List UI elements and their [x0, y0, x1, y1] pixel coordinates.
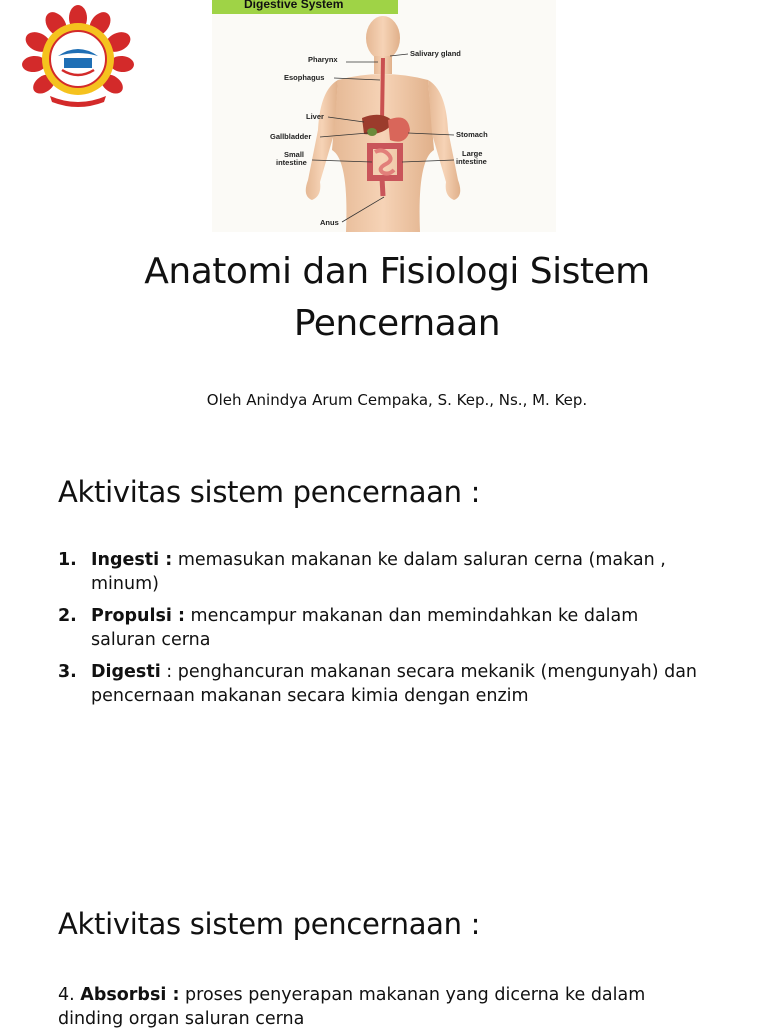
item-description: : penghancuran makanan secara mekanik (mengunyah) dan pencernaan makanan secara kimia dengan enzim	[91, 662, 698, 706]
label-small-intestine-1: Small	[284, 150, 305, 159]
item-number: 3.	[58, 662, 77, 682]
page-title	[64, 246, 730, 350]
item-description: memasukan makanan ke dalam saluran cerna (makan , minum)	[91, 550, 666, 594]
item-description: proses penyerapan makanan yang dicerna ke dalam dinding organ saluran cerna	[58, 985, 646, 1029]
list-item	[58, 660, 708, 708]
item-term: Absorbsi :	[80, 985, 180, 1005]
label-small-intestine-2: intestine	[276, 158, 307, 167]
title-line-2: Pencernaan	[293, 303, 501, 344]
author-line: Oleh Anindya Arum Cempaka, S. Kep., Ns., M. Kep.	[206, 391, 588, 409]
label-anus: Anus	[320, 218, 339, 227]
item-term: Propulsi :	[91, 606, 185, 626]
activity-list	[58, 548, 708, 716]
title-line-1: Anatomi dan Fisiologi Sistem	[144, 251, 650, 292]
section-heading-2: Aktivitas sistem pencernaan :	[58, 907, 481, 941]
label-pharynx: Pharynx	[308, 55, 338, 64]
diagram-banner	[212, 0, 398, 14]
item-description: mencampur makanan dan memindahkan ke dalam saluran cerna	[91, 606, 639, 650]
item-number: 2.	[58, 606, 77, 626]
item-number: 4.	[58, 985, 75, 1005]
label-large-intestine-1: Large	[462, 149, 483, 158]
item-term: Ingesti :	[91, 550, 173, 570]
label-esophagus: Esophagus	[284, 73, 325, 82]
digestive-system-illustration	[212, 0, 556, 232]
list-item	[58, 604, 708, 652]
label-gallbladder: Gallbladder	[270, 132, 312, 141]
item-term: Digesti	[91, 662, 161, 682]
section-heading-1: Aktivitas sistem pencernaan :	[58, 475, 481, 509]
university-crest-icon	[20, 4, 136, 110]
item-number: 1.	[58, 550, 77, 570]
diagram-title: Digestive System	[244, 0, 344, 11]
list-item	[58, 548, 708, 596]
label-stomach: Stomach	[456, 130, 488, 139]
label-large-intestine-2: intestine	[456, 157, 487, 166]
label-liver: Liver	[306, 112, 324, 121]
label-salivary-gland: Salivary gland	[410, 49, 461, 58]
